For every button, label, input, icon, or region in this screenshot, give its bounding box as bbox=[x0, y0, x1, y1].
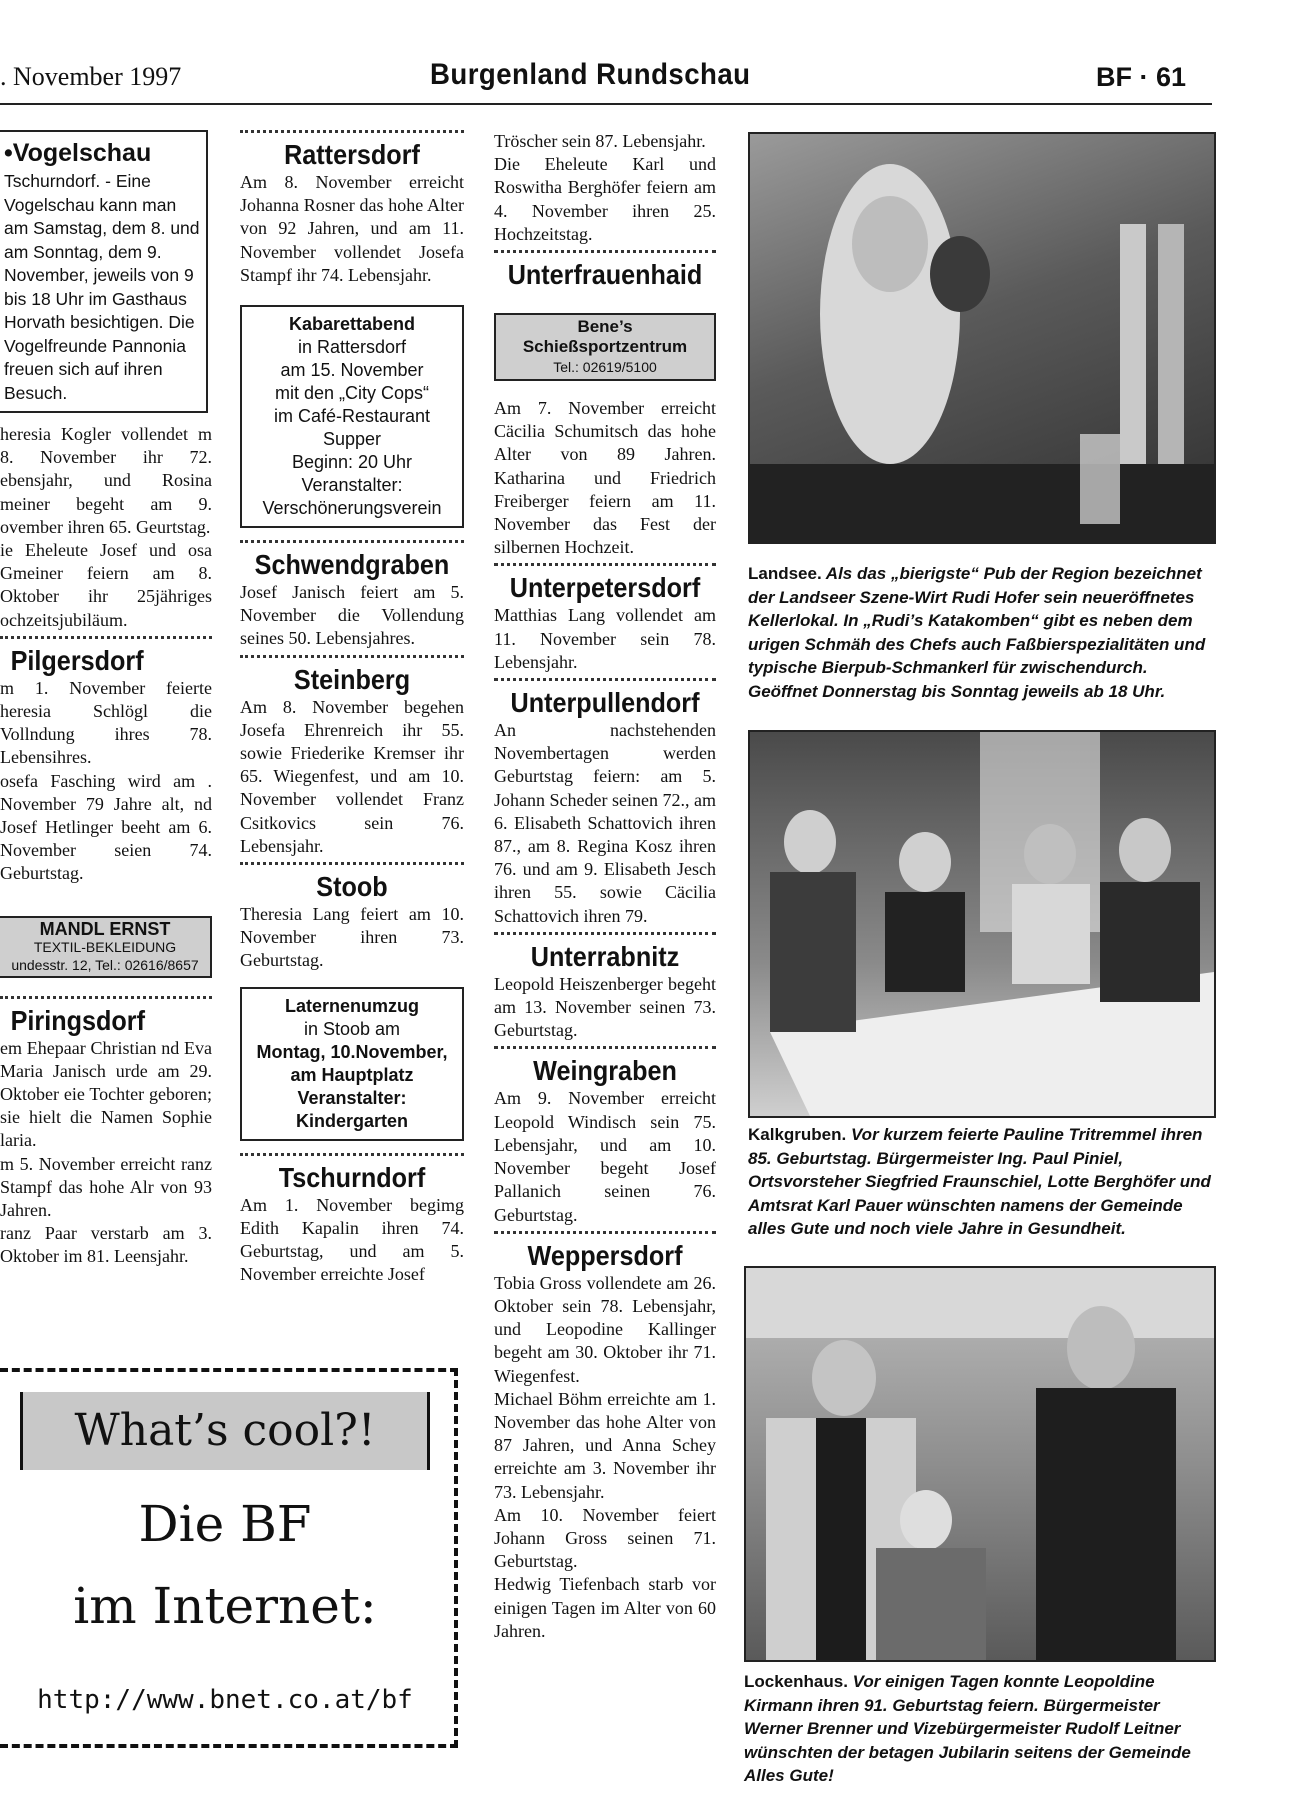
heading-steinberg: Steinberg bbox=[293, 663, 411, 695]
dashed-border bbox=[454, 1368, 458, 1748]
kabarett-line: mit den „City Cops“ bbox=[274, 383, 430, 404]
article-text: Am 9. November erreicht Leopold Windisch sein 75. Lebensjahr, und am 10. November begeht Josef Pallanich seinen 76. Geburtstag. bbox=[494, 1088, 716, 1225]
caption-place: Lockenhaus. bbox=[744, 1672, 848, 1691]
internet-ad bbox=[0, 1368, 460, 1750]
divider bbox=[240, 1153, 464, 1156]
article-text: Matthias Lang vollendet am 11. November sein 78. Lebensjahr. bbox=[494, 605, 716, 672]
caption-place: Landsee. bbox=[748, 564, 822, 583]
ad-schiesssportzentrum bbox=[494, 313, 716, 381]
kabarett-line: in Rattersdorf bbox=[297, 337, 407, 358]
ad-line-bf: Die BF bbox=[138, 1495, 312, 1553]
page-number: BF · 61 bbox=[1096, 62, 1187, 92]
article-text: em Ehepaar Christian nd Eva Maria Janisch urde am 29. Oktober eie Tochter geboren; sie hielt die Namen Sophie laria. bbox=[0, 1037, 212, 1151]
caption-text: Als das „bierigste“ Pub der Region bezeichnet der Landseer Szene-Wirt Rudi Hofer sein neueröffnetes Kellerlokal. In „Rudi’s Katakomben“ gibt es neben dem urigen Schmäh des Chefs auch Faßbierspezialitäten und typische Bierpub-Schmankerl für zwischendurch. Geöffnet Donnerstag bis Sonntag jeweils ab 18 Uhr. bbox=[748, 564, 1206, 701]
photo-landsee-pub bbox=[748, 132, 1216, 544]
divider bbox=[494, 1046, 716, 1049]
laternen-line: Kindergarten bbox=[295, 1110, 409, 1131]
divider bbox=[0, 636, 212, 639]
laternen-line: Veranstalter: bbox=[297, 1087, 407, 1108]
heading-weingraben: Weingraben bbox=[533, 1055, 677, 1087]
caption-lockenhaus bbox=[744, 1670, 1212, 1788]
heading-schwendgraben: Schwendgraben bbox=[254, 549, 450, 581]
ad-line: Schießsportzentrum bbox=[522, 337, 688, 357]
vogelschau-text: Tschurndorf. - Eine Vogelschau kann man am Samstag, dem 8. und am Sonntag, dem 9. November, jeweils von 9 bis 18 Uhr im Gasthaus Horvath besichtigen. Die Vogelfreunde Pannonia freuen sich auf ihren Besuch. bbox=[4, 171, 200, 403]
ad-address: undesstr. 12, Tel.: 02616/8657 bbox=[11, 956, 199, 973]
vogelschau-box bbox=[0, 130, 208, 413]
kabarett-line: Beginn: 20 Uhr bbox=[291, 452, 413, 473]
divider bbox=[240, 655, 464, 658]
kabarett-box bbox=[240, 305, 464, 528]
kabarett-title: Kabarettabend bbox=[288, 314, 416, 335]
ad-url-link[interactable]: http://www.bnet.co.at/bf bbox=[37, 1685, 413, 1715]
ad-mandl-ernst bbox=[0, 916, 212, 978]
laternen-line: in Stoob am bbox=[303, 1018, 401, 1039]
heading-unterrabnitz: Unterrabnitz bbox=[530, 940, 680, 972]
kabarett-line: am 15. November bbox=[280, 360, 424, 381]
article-text: heresia Kogler vollendet m 8. November ihr 72. ebensjahr, und Rosina meiner begeht am 9. ovember ihren 65. Geurtstag. bbox=[0, 424, 212, 537]
article-text: osefa Fasching wird am . November 79 Jahre alt, nd Josef Hetlinger beeht am 6. November seien 74. Geburtstag. bbox=[0, 770, 212, 884]
article-text: Am 7. November erreicht Cäcilia Schumitsch das hohe Alter von 89 Jahren. Katharina und Friedrich Freiberger feiern am 11. November das Fest der silbernen Hochzeit. bbox=[494, 398, 716, 558]
divider bbox=[0, 996, 212, 999]
column-1 bbox=[0, 130, 212, 1269]
photo-lockenhaus-birthday bbox=[744, 1266, 1216, 1662]
article-text: m 5. November erreicht ranz Stampf das hohe Alr von 93 Jahren. bbox=[0, 1153, 212, 1221]
caption-place: Kalkgruben. bbox=[748, 1125, 847, 1144]
photo-landsee-illustration bbox=[750, 134, 1214, 542]
article-text: An nachstehenden Novembertagen werden Geburtstag feiern: am 5. Johann Scheder seinen 72., am 6. Elisabeth Schattovich ihren 87., am 8. Regina Kosz ihren 76. und am 9. Elisabeth Jesch ihren 55. sowie Cäcilia Schattovich ihren 79. bbox=[494, 720, 716, 926]
article-text: Am 8. November erreicht Johanna Rosner das hohe Alter von 92 Jahren, und am 11. November vollendet Josefa Stampf ihr 74. Lebensjahr. bbox=[240, 172, 464, 285]
article-text: ie Eheleute Josef und osa Gmeiner feiern am 8. Oktober ihr 25jähriges ochzeitsjubiläum. bbox=[0, 540, 212, 630]
kabarett-line: Verschönerungsverein bbox=[262, 498, 442, 519]
ad-line-internet: im Internet: bbox=[73, 1577, 377, 1635]
laternenumzug-box bbox=[240, 987, 464, 1141]
ad-title: MANDL ERNST bbox=[39, 918, 171, 939]
photo-kalkgruben-birthday bbox=[748, 730, 1216, 1118]
ad-line: Tel.: 02619/5100 bbox=[553, 359, 657, 376]
article-text: Michael Böhm erreichte am 1. November das hohe Alter von 87 Jahren, und Anna Schey erreichte am 3. November ihr 73. Lebensjahr. bbox=[494, 1388, 716, 1502]
heading-pilgersdorf: Pilgersdorf bbox=[10, 644, 144, 676]
divider bbox=[494, 678, 716, 681]
divider bbox=[240, 130, 464, 133]
divider bbox=[494, 563, 716, 566]
article-text: Am 1. November begimg Edith Kapalin ihren 74. Geburtstag, und am 5. November erreichte Josef bbox=[240, 1194, 464, 1285]
heading-weppersdorf: Weppersdorf bbox=[527, 1239, 683, 1271]
caption-landsee bbox=[748, 562, 1212, 703]
article-text: Leopold Heiszenberger begeht am 13. November seinen 73. Geburtstag. bbox=[494, 973, 716, 1041]
divider bbox=[494, 1231, 716, 1234]
heading-unterpullendorf: Unterpullendorf bbox=[510, 687, 700, 719]
laternen-line: Montag, 10.November, bbox=[256, 1041, 448, 1062]
divider bbox=[240, 540, 464, 543]
photo-lockenhaus-illustration bbox=[746, 1268, 1214, 1660]
dashed-border bbox=[0, 1744, 458, 1748]
article-text: Tröscher sein 87. Lebensjahr. bbox=[494, 131, 706, 151]
column-3 bbox=[494, 130, 716, 1643]
heading-tschurndorf: Tschurndorf bbox=[278, 1161, 426, 1193]
caption-kalkgruben bbox=[748, 1123, 1212, 1241]
heading-piringsdorf: Piringsdorf bbox=[10, 1004, 146, 1036]
article-text: Hedwig Tiefenbach starb vor einigen Tagen im Alter von 60 Jahren. bbox=[494, 1574, 716, 1641]
column-2 bbox=[240, 130, 464, 1286]
kabarett-line: Supper bbox=[322, 429, 382, 450]
article-text: Josef Janisch feiert am 5. November die Vollendung seines 50. Lebensjahres. bbox=[240, 582, 464, 649]
laternen-title: Laternenumzug bbox=[284, 995, 419, 1016]
vogelschau-title: •Vogelschau bbox=[4, 139, 152, 167]
heading-stoob: Stoob bbox=[316, 871, 388, 903]
heading-unterfrauenhaid: Unterfrauenhaid bbox=[507, 259, 703, 291]
ad-line: Bene’s bbox=[577, 317, 633, 337]
ad-subtitle: TEXTIL-BEKLEIDUNG bbox=[33, 938, 177, 955]
ad-banner: What’s cool?! bbox=[20, 1392, 430, 1470]
article-text: Am 8. November begehen Josefa Ehrenreich ihr 55. sowie Friederike Kremser ihr 65. Wiegenfest, und am 10. November vollendet Franz Csitkovics sein 76. Lebensjahr. bbox=[240, 696, 464, 856]
divider bbox=[240, 862, 464, 865]
divider bbox=[494, 250, 716, 253]
kabarett-line: im Café-Restaurant bbox=[273, 406, 431, 427]
article-text: Tobia Gross vollendete am 26. Oktober sein 78. Lebensjahr, und Leopodine Kallinger begeht am 30. Oktober ihr 71. Wiegenfest. bbox=[494, 1272, 716, 1386]
issue-date: . November 1997 bbox=[0, 62, 182, 91]
article-text: Die Eheleute Karl und Roswitha Berghöfer feiern am 4. November ihren 25. Hochzeitstag. bbox=[494, 154, 716, 244]
kabarett-line: Veranstalter: bbox=[301, 475, 403, 496]
article-text: m 1. November feierte heresia Schlögl die Vollndung ihres 78. Lebensihres. bbox=[0, 677, 212, 768]
heading-rattersdorf: Rattersdorf bbox=[284, 139, 420, 170]
header-rule bbox=[0, 103, 1212, 105]
article-text: Theresia Lang feiert am 10. November ihren 73. Geburtstag. bbox=[240, 904, 464, 971]
newspaper-section-title: Burgenland Rundschau bbox=[430, 58, 751, 91]
photo-kalkgruben-illustration bbox=[750, 732, 1214, 1116]
dashed-border bbox=[0, 1368, 458, 1372]
divider bbox=[494, 932, 716, 935]
article-text: ranz Paar verstarb am 3. Oktober im 81. Leensjahr. bbox=[0, 1223, 212, 1267]
caption-text: Vor einigen Tagen konnte Leopoldine Kirmann ihren 91. Geburtstag feiern. Bürgermeister Werner Brenner und Vizebürgermeister Rudolf Leitner wünschten der betagen Jubilarin seitens der Gemeinde Alles Gute! bbox=[744, 1672, 1191, 1785]
heading-unterpetersdorf: Unterpetersdorf bbox=[509, 572, 701, 604]
article-text: Am 10. November feiert Johann Gross seinen 71. Geburtstag. bbox=[494, 1504, 716, 1572]
laternen-line: am Hauptplatz bbox=[290, 1064, 414, 1085]
caption-text: Vor kurzem feierte Pauline Tritremmel ihren 85. Geburtstag. Bürgermeister Ing. Paul Piniel, Ortsvorsteher Siegfried Fraunschiel, Lotte Berghöfer und Amtsrat Karl Pauer wünschten namens der Gemeinde alles Gute und noch viele Jahre in Gesundheit. bbox=[748, 1125, 1211, 1238]
